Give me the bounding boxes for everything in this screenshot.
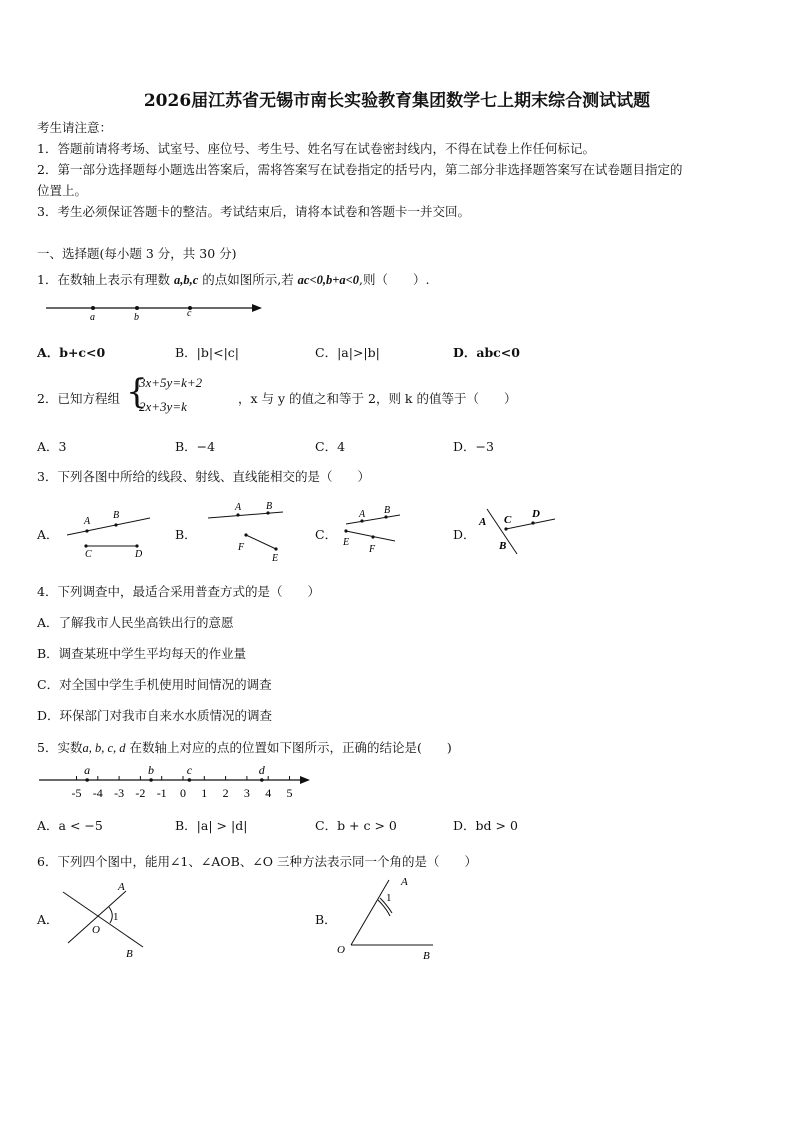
q6a-label-o: O bbox=[92, 924, 100, 936]
q3-option-d-letter[interactable]: D． bbox=[453, 527, 476, 542]
q3a-label-a: A bbox=[84, 516, 91, 527]
q1-middle: 的点如图所示,若 bbox=[198, 272, 298, 287]
q3-option-c-letter[interactable]: C． bbox=[315, 527, 338, 542]
q5-point-c bbox=[188, 778, 192, 782]
q3c-label-e: E bbox=[343, 537, 350, 548]
q3a-label-c: C bbox=[85, 549, 92, 560]
q5-tick-label: 0 bbox=[180, 786, 186, 800]
q5-tick-label: 3 bbox=[243, 786, 250, 800]
question-3-stem: 3．下列各图中所给的线段、射线、直线能相交的是（ ） bbox=[37, 469, 370, 484]
q5-point-b bbox=[149, 778, 153, 782]
q1-vars: a,b,c bbox=[173, 273, 199, 287]
q6b-label-1: 1 bbox=[386, 892, 392, 904]
q6a-label-1: 1 bbox=[113, 911, 119, 923]
q6-figure-a bbox=[58, 875, 153, 960]
q6-option-b-letter[interactable]: B． bbox=[315, 912, 337, 927]
q2-option-b[interactable]: B．−4 bbox=[175, 439, 216, 454]
q5-point-label-d: d bbox=[258, 763, 265, 777]
notice-item-1: 1．答题前请将考场、试室号、座位号、考生号、姓名写在试卷密封线内，不得在试卷上作任何标记。 bbox=[37, 141, 595, 156]
q1-option-b[interactable]: B．|b|<|c| bbox=[175, 345, 240, 360]
q3-option-a-letter[interactable]: A． bbox=[37, 527, 59, 542]
q3-figure-a bbox=[62, 504, 157, 562]
question-4-stem: 4．下列调查中，最适合采用普查方式的是（ ） bbox=[37, 584, 320, 599]
q6a-label-b: B bbox=[126, 948, 133, 960]
q1-label-b: b bbox=[134, 312, 139, 323]
q1-point-b bbox=[135, 306, 139, 310]
q5-option-c[interactable]: C．b + c > 0 bbox=[315, 818, 397, 833]
q1-label-c: c bbox=[187, 308, 192, 319]
notice-item-2-cont: 位置上。 bbox=[37, 183, 88, 198]
q2-suffix: ，x 与 y 的值之和等于 2，则 k 的值等于（ ） bbox=[238, 391, 517, 406]
q3b-label-f: F bbox=[238, 542, 245, 553]
q1-option-d[interactable]: D．abc<0 bbox=[453, 345, 520, 360]
q5-prefix: 5．实数 bbox=[37, 740, 83, 755]
question-5-stem bbox=[37, 738, 452, 756]
q3d-label-a: A bbox=[479, 516, 487, 528]
q3c-label-a: A bbox=[359, 509, 366, 520]
q5-tick-label: -1 bbox=[156, 786, 167, 800]
q6a-label-a: A bbox=[118, 881, 125, 893]
q2-brace: { bbox=[126, 372, 148, 412]
q1-suffix: ,则（ ）. bbox=[358, 272, 430, 287]
q3a-label-b: B bbox=[113, 510, 120, 521]
q3-figure-d bbox=[475, 503, 560, 558]
q1-number-line bbox=[40, 296, 270, 324]
q4-option-c[interactable]: C．对全国中学生手机使用时间情况的调查 bbox=[37, 677, 272, 692]
notice-item-2: 2．第一部分选择题每小题选出答案后，需将答案写在试卷指定的括号内，第二部分非选择题答案写在试卷题目指定的 bbox=[37, 162, 683, 177]
q5-option-d[interactable]: D．bd > 0 bbox=[453, 818, 518, 833]
q5-point-label-a: a bbox=[84, 763, 91, 777]
q2-prefix: 2．已知方程组 bbox=[37, 391, 120, 406]
notice-item-3: 3．考生必须保证答题卡的整洁。考试结束后，请将本试卷和答题卡一并交回。 bbox=[37, 204, 470, 219]
q5-option-a[interactable]: A．a < −5 bbox=[37, 818, 103, 833]
q5-suffix: 在数轴上对应的点的位置如下图所示，正确的结论是( ) bbox=[125, 740, 452, 755]
q5-tick-label: 2 bbox=[222, 786, 229, 800]
q3a-label-d: D bbox=[135, 549, 143, 560]
q2-equation-1: 3x+5y=k+2 bbox=[139, 375, 203, 390]
q5-point-a bbox=[85, 778, 89, 782]
q3-figure-b bbox=[205, 500, 290, 566]
q3b-label-a: A bbox=[235, 502, 242, 513]
q2-option-c[interactable]: C．4 bbox=[315, 439, 346, 454]
q3c-label-f: F bbox=[369, 544, 376, 554]
question-6-stem: 6．下列四个图中，能用∠1、∠AOB、∠O 三种方法表示同一个角的是（ ） bbox=[37, 854, 478, 869]
q4-option-b[interactable]: B．调查某班中学生平均每天的作业量 bbox=[37, 646, 247, 661]
q3d-label-c: C bbox=[504, 514, 512, 526]
q3b-label-e: E bbox=[272, 553, 279, 564]
q3d-label-d: D bbox=[532, 508, 540, 520]
q5-point-label-b: b bbox=[148, 763, 155, 777]
q3-option-b-letter[interactable]: B． bbox=[175, 527, 197, 542]
q6b-label-o: O bbox=[337, 944, 345, 956]
q1-point-a bbox=[91, 306, 95, 310]
q5-tick-label: -3 bbox=[114, 786, 125, 800]
q5-tick-label: 4 bbox=[265, 786, 272, 800]
q6-figure-b bbox=[333, 872, 443, 964]
q5-tick-label: -5 bbox=[71, 786, 82, 800]
q1-prefix: 1．在数轴上表示有理数 bbox=[37, 272, 174, 287]
q1-condition: ac<0,b+a<0 bbox=[297, 273, 359, 287]
q5-option-b[interactable]: B．|a| > |d| bbox=[175, 818, 248, 833]
question-1-stem bbox=[37, 270, 429, 288]
q1-option-a[interactable]: A．b+c<0 bbox=[37, 345, 106, 360]
q5-point-label-c: c bbox=[186, 763, 193, 777]
q3c-label-b: B bbox=[384, 505, 391, 516]
section-heading: 一、选择题(每小题 3 分，共 30 分) bbox=[37, 246, 237, 261]
q1-option-c[interactable]: C．|a|>|b| bbox=[315, 345, 380, 360]
q5-tick-label: -2 bbox=[135, 786, 146, 800]
q5-tick-label: 5 bbox=[286, 786, 293, 800]
q6b-label-a: A bbox=[401, 876, 408, 888]
q6-option-a-letter[interactable]: A． bbox=[37, 912, 59, 927]
q5-number-line bbox=[35, 760, 320, 802]
q5-vars: a, b, c, d bbox=[82, 741, 126, 755]
q5-point-d bbox=[260, 778, 264, 782]
q4-option-a[interactable]: A．了解我市人民坐高铁出行的意愿 bbox=[37, 615, 234, 630]
q5-tick-label: -4 bbox=[92, 786, 103, 800]
page-title: 2026届江苏省无锡市南长实验教育集团数学七上期末综合测试试题 bbox=[143, 91, 651, 111]
q3-figure-c bbox=[340, 502, 405, 554]
q6b-label-b: B bbox=[423, 950, 430, 962]
q1-label-a: a bbox=[90, 312, 95, 323]
q3b-label-b: B bbox=[266, 501, 273, 512]
q2-option-a[interactable]: A．3 bbox=[37, 439, 67, 454]
notice-heading: 考生请注意： bbox=[37, 120, 113, 135]
q2-equation-2: 2x+3y=k bbox=[139, 399, 187, 414]
q5-tick-label: 1 bbox=[201, 786, 208, 800]
q4-option-d[interactable]: D．环保部门对我市自来水水质情况的调查 bbox=[37, 708, 273, 723]
q2-option-d[interactable]: D．−3 bbox=[453, 439, 494, 454]
q3d-label-b: B bbox=[499, 540, 507, 552]
